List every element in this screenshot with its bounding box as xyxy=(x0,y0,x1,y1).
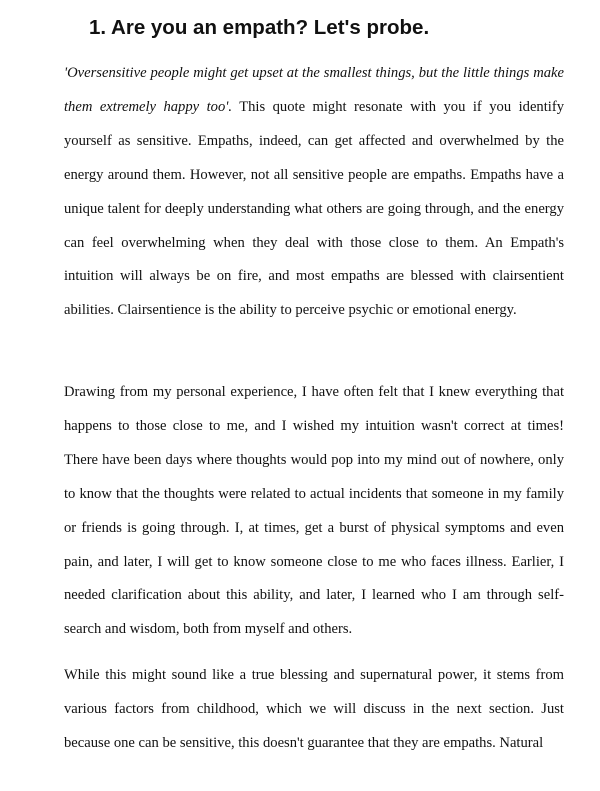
paragraph-1-body: This quote might resonate with you if you identify yourself as sensitive. Empaths, indeed, can get affected and overwhelmed by the energy around them. However, not all sensitive people are empaths. Empaths have a unique talent for deeply understanding what others are going through, and the energy can feel overwhelming when they deal with those close to them. An Empath's intuition will always be on fire, and most empaths are blessed with clairsentient abilities. Clairsentience is the ability to perceive psychic or emotional energy. xyxy=(64,98,564,319)
quote-text: 'Oversensitive people might get upset at the smallest things, but the little things make them extremely happy too'. xyxy=(64,65,564,115)
paragraph-3: While this might sound like a true blessing and supernatural power, it stems from various factors from childhood, which we will discuss in the next section. Just because one can be sensitive, this doesn't guarantee that they are empaths. Natural xyxy=(64,667,564,751)
paragraph-1 xyxy=(64,57,564,328)
section-heading: 1. Are you an empath? Let's probe. xyxy=(89,16,430,39)
paragraph-2: Drawing from my personal experience, I have often felt that I knew everything that happens to those close to me, and I wished my intuition wasn't correct at times! There have been days where thoughts would pop into my mind out of nowhere, only to know that the thoughts were related to actual incidents that someone in my family or friends is going through. I, at times, get a burst of physical symptoms and even pain, and later, I will get to know someone close to me who faces illness. Earlier, I needed clarification about this ability, and later, I learned who I am through self-search and wisdom, both from myself and others. xyxy=(64,384,564,638)
